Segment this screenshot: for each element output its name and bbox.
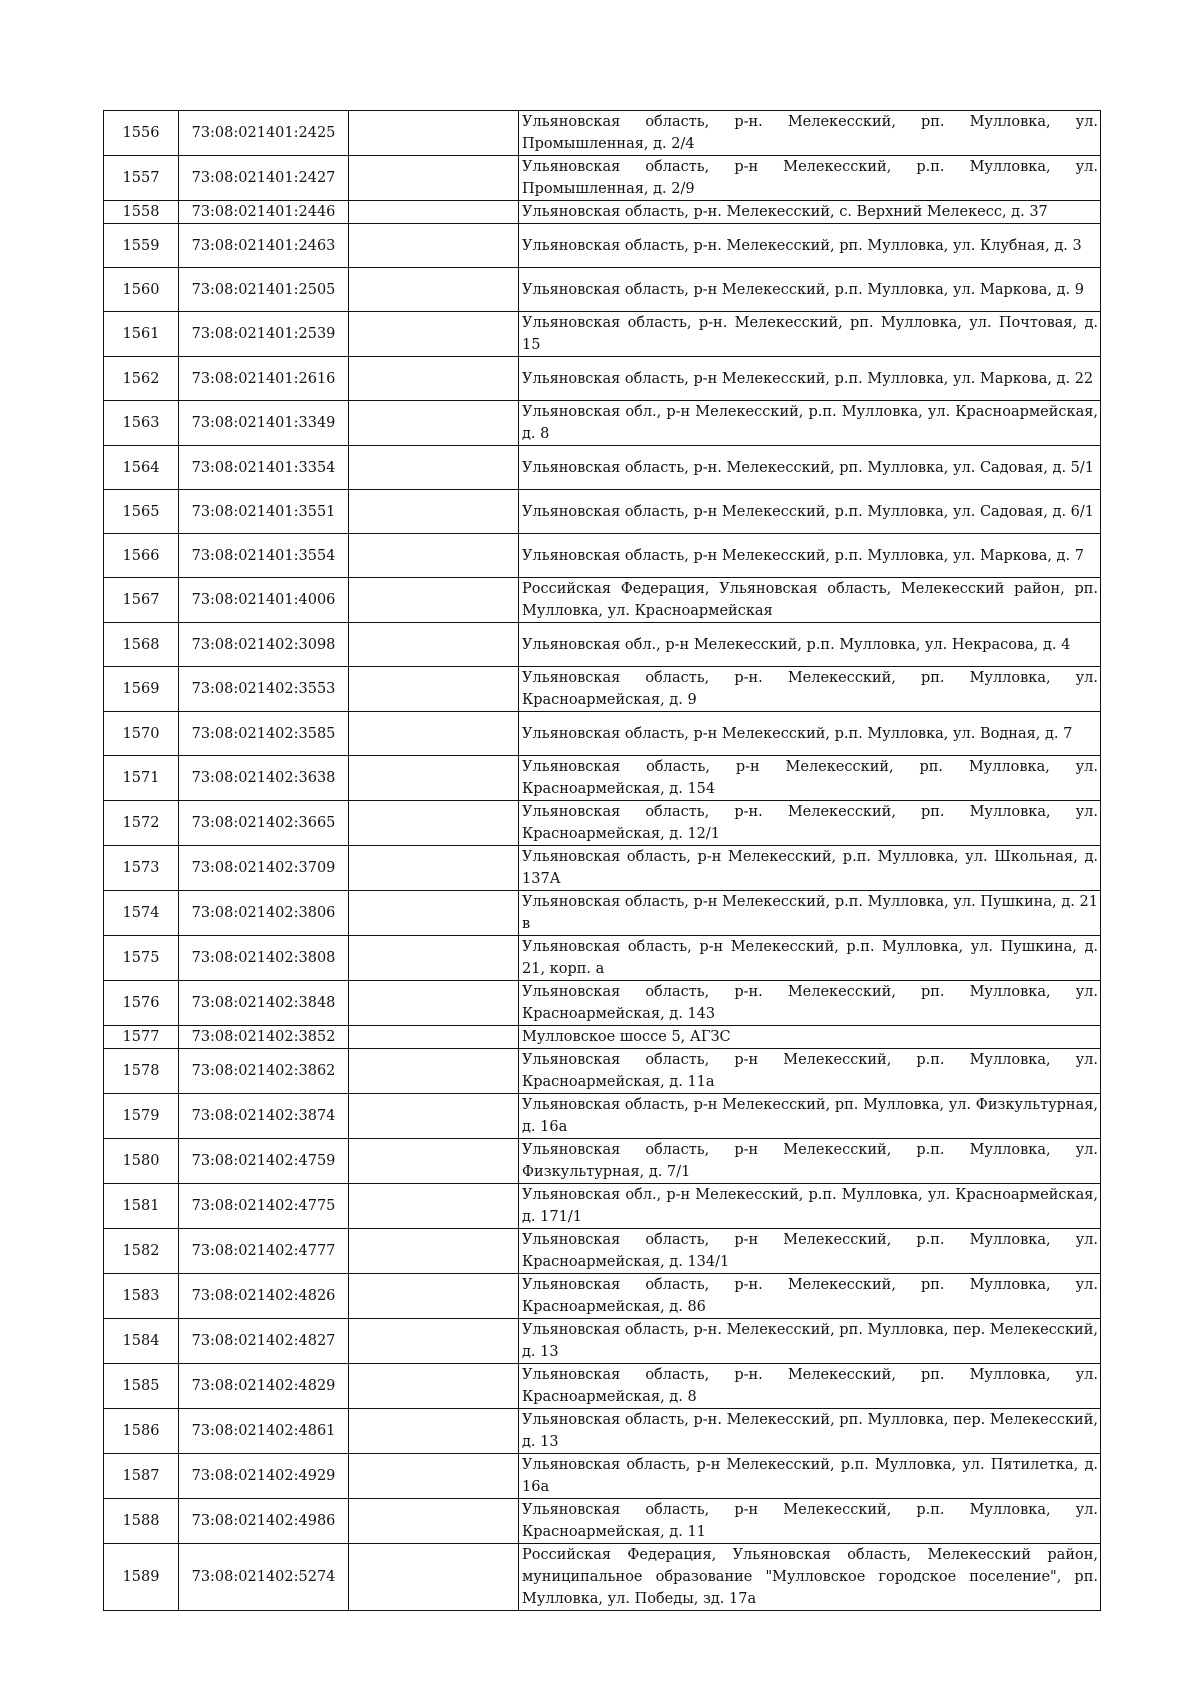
address-cell: Ульяновская область, р-н. Мелекесский, с. Верхний Мелекесс, д. 37 bbox=[519, 201, 1101, 224]
empty-cell bbox=[349, 1499, 519, 1544]
row-number-cell: 1585 bbox=[104, 1364, 179, 1409]
table-row bbox=[104, 224, 1101, 268]
empty-cell bbox=[349, 401, 519, 446]
row-number-cell: 1576 bbox=[104, 981, 179, 1026]
empty-cell bbox=[349, 846, 519, 891]
cadastral-number-cell: 73:08:021402:4775 bbox=[179, 1184, 349, 1229]
table-row bbox=[104, 846, 1101, 891]
row-number-cell: 1567 bbox=[104, 578, 179, 623]
cadastral-number-cell: 73:08:021402:4827 bbox=[179, 1319, 349, 1364]
address-cell: Ульяновская область, р-н. Мелекесский, рп. Мулловка, ул. Красноармейская, д. 12/1 bbox=[519, 801, 1101, 846]
row-number-cell: 1587 bbox=[104, 1454, 179, 1499]
row-number-cell: 1561 bbox=[104, 312, 179, 357]
table-row bbox=[104, 936, 1101, 981]
address-cell: Ульяновская область, р-н Мелекесский, р.п. Мулловка, ул. Промышленная, д. 2/9 bbox=[519, 156, 1101, 201]
address-cell: Ульяновская область, р-н Мелекесский, р.п. Мулловка, ул. Красноармейская, д. 134/1 bbox=[519, 1229, 1101, 1274]
empty-cell bbox=[349, 1454, 519, 1499]
cadastral-number-cell: 73:08:021402:3665 bbox=[179, 801, 349, 846]
address-cell: Ульяновская область, р-н Мелекесский, рп. Мулловка, ул. Физкультурная, д. 16а bbox=[519, 1094, 1101, 1139]
empty-cell bbox=[349, 891, 519, 936]
table-row bbox=[104, 268, 1101, 312]
address-cell: Ульяновская область, р-н Мелекесский, р.п. Мулловка, ул. Садовая, д. 6/1 bbox=[519, 490, 1101, 534]
cadastral-number-cell: 73:08:021402:3806 bbox=[179, 891, 349, 936]
address-cell: Ульяновская область, р-н. Мелекесский, рп. Мулловка, ул. Красноармейская, д. 143 bbox=[519, 981, 1101, 1026]
cadastral-number-cell: 73:08:021401:2427 bbox=[179, 156, 349, 201]
row-number-cell: 1558 bbox=[104, 201, 179, 224]
empty-cell bbox=[349, 667, 519, 712]
cadastral-number-cell: 73:08:021402:3862 bbox=[179, 1049, 349, 1094]
address-cell: Ульяновская область, р-н. Мелекесский, рп. Мулловка, ул. Почтовая, д. 15 bbox=[519, 312, 1101, 357]
address-cell: Ульяновская обл., р-н Мелекесский, р.п. Мулловка, ул. Некрасова, д. 4 bbox=[519, 623, 1101, 667]
empty-cell bbox=[349, 1319, 519, 1364]
empty-cell bbox=[349, 1274, 519, 1319]
empty-cell bbox=[349, 578, 519, 623]
cadastral-number-cell: 73:08:021402:3585 bbox=[179, 712, 349, 756]
row-number-cell: 1580 bbox=[104, 1139, 179, 1184]
table-row bbox=[104, 578, 1101, 623]
address-cell: Ульяновская область, р-н Мелекесский, р.п. Мулловка, ул. Водная, д. 7 bbox=[519, 712, 1101, 756]
empty-cell bbox=[349, 756, 519, 801]
address-cell: Ульяновская область, р-н Мелекесский, р.п. Мулловка, ул. Красноармейская, д. 11 bbox=[519, 1499, 1101, 1544]
cadastral-number-cell: 73:08:021402:5274 bbox=[179, 1544, 349, 1611]
cadastral-number-cell: 73:08:021402:4829 bbox=[179, 1364, 349, 1409]
empty-cell bbox=[349, 268, 519, 312]
empty-cell bbox=[349, 446, 519, 490]
table-row bbox=[104, 1184, 1101, 1229]
table-row bbox=[104, 534, 1101, 578]
row-number-cell: 1566 bbox=[104, 534, 179, 578]
row-number-cell: 1573 bbox=[104, 846, 179, 891]
address-cell: Ульяновская область, р-н Мелекесский, р.п. Мулловка, ул. Пятилетка, д. 16а bbox=[519, 1454, 1101, 1499]
empty-cell bbox=[349, 1094, 519, 1139]
row-number-cell: 1565 bbox=[104, 490, 179, 534]
address-cell: Ульяновская область, р-н. Мелекесский, рп. Мулловка, ул. Красноармейская, д. 9 bbox=[519, 667, 1101, 712]
cadastral-number-cell: 73:08:021401:2425 bbox=[179, 111, 349, 156]
table-row bbox=[104, 111, 1101, 156]
cadastral-number-cell: 73:08:021401:2616 bbox=[179, 357, 349, 401]
table-row bbox=[104, 1544, 1101, 1611]
row-number-cell: 1571 bbox=[104, 756, 179, 801]
address-cell: Ульяновская обл., р-н Мелекесский, р.п. Мулловка, ул. Красноармейская, д. 8 bbox=[519, 401, 1101, 446]
cadastral-number-cell: 73:08:021401:3551 bbox=[179, 490, 349, 534]
address-cell: Ульяновская область, р-н Мелекесский, р.п. Мулловка, ул. Маркова, д. 9 bbox=[519, 268, 1101, 312]
empty-cell bbox=[349, 1184, 519, 1229]
table-row bbox=[104, 801, 1101, 846]
address-cell: Ульяновская область, р-н. Мелекесский, рп. Мулловка, пер. Мелекесский, д. 13 bbox=[519, 1319, 1101, 1364]
table-row bbox=[104, 1274, 1101, 1319]
table-row bbox=[104, 1364, 1101, 1409]
row-number-cell: 1559 bbox=[104, 224, 179, 268]
table-row bbox=[104, 623, 1101, 667]
row-number-cell: 1569 bbox=[104, 667, 179, 712]
cadastral-number-cell: 73:08:021402:4826 bbox=[179, 1274, 349, 1319]
cadastral-number-cell: 73:08:021402:3808 bbox=[179, 936, 349, 981]
address-cell: Ульяновская область, р-н. Мелекесский, рп. Мулловка, пер. Мелекесский, д. 13 bbox=[519, 1409, 1101, 1454]
empty-cell bbox=[349, 201, 519, 224]
cadastral-number-cell: 73:08:021402:3852 bbox=[179, 1026, 349, 1049]
empty-cell bbox=[349, 224, 519, 268]
row-number-cell: 1560 bbox=[104, 268, 179, 312]
empty-cell bbox=[349, 312, 519, 357]
table-row bbox=[104, 712, 1101, 756]
empty-cell bbox=[349, 156, 519, 201]
address-cell: Ульяновская область, р-н Мелекесский, р.п. Мулловка, ул. Школьная, д. 137А bbox=[519, 846, 1101, 891]
table-row bbox=[104, 1454, 1101, 1499]
cadastral-number-cell: 73:08:021402:4986 bbox=[179, 1499, 349, 1544]
row-number-cell: 1562 bbox=[104, 357, 179, 401]
address-cell: Ульяновская область, р-н Мелекесский, р.п. Мулловка, ул. Красноармейская, д. 11а bbox=[519, 1049, 1101, 1094]
cadastral-number-cell: 73:08:021402:3848 bbox=[179, 981, 349, 1026]
address-cell: Ульяновская область, р-н Мелекесский, р.п. Мулловка, ул. Пушкина, д. 21 в bbox=[519, 891, 1101, 936]
row-number-cell: 1589 bbox=[104, 1544, 179, 1611]
address-cell: Ульяновская обл., р-н Мелекесский, р.п. Мулловка, ул. Красноармейская, д. 171/1 bbox=[519, 1184, 1101, 1229]
empty-cell bbox=[349, 712, 519, 756]
address-cell: Российская Федерация, Ульяновская область, Мелекесский район, рп. Мулловка, ул. Красноармейская bbox=[519, 578, 1101, 623]
address-cell: Ульяновская область, р-н. Мелекесский, рп. Мулловка, ул. Красноармейская, д. 8 bbox=[519, 1364, 1101, 1409]
row-number-cell: 1574 bbox=[104, 891, 179, 936]
table-row bbox=[104, 1139, 1101, 1184]
row-number-cell: 1582 bbox=[104, 1229, 179, 1274]
row-number-cell: 1579 bbox=[104, 1094, 179, 1139]
address-cell: Ульяновская область, р-н. Мелекесский, рп. Мулловка, ул. Клубная, д. 3 bbox=[519, 224, 1101, 268]
row-number-cell: 1572 bbox=[104, 801, 179, 846]
empty-cell bbox=[349, 801, 519, 846]
table-row bbox=[104, 312, 1101, 357]
empty-cell bbox=[349, 534, 519, 578]
cadastral-number-cell: 73:08:021402:4929 bbox=[179, 1454, 349, 1499]
table-row bbox=[104, 446, 1101, 490]
cadastral-number-cell: 73:08:021402:3709 bbox=[179, 846, 349, 891]
cadastral-number-cell: 73:08:021401:2463 bbox=[179, 224, 349, 268]
cadastral-number-cell: 73:08:021402:4759 bbox=[179, 1139, 349, 1184]
address-cell: Ульяновская область, р-н. Мелекесский, рп. Мулловка, ул. Садовая, д. 5/1 bbox=[519, 446, 1101, 490]
empty-cell bbox=[349, 1026, 519, 1049]
cadastral-number-cell: 73:08:021401:2505 bbox=[179, 268, 349, 312]
cadastral-number-cell: 73:08:021402:4777 bbox=[179, 1229, 349, 1274]
row-number-cell: 1563 bbox=[104, 401, 179, 446]
row-number-cell: 1584 bbox=[104, 1319, 179, 1364]
table-row bbox=[104, 1229, 1101, 1274]
cadastral-number-cell: 73:08:021401:3349 bbox=[179, 401, 349, 446]
table-row bbox=[104, 1094, 1101, 1139]
cadastral-number-cell: 73:08:021402:3098 bbox=[179, 623, 349, 667]
cadastral-number-cell: 73:08:021402:3553 bbox=[179, 667, 349, 712]
empty-cell bbox=[349, 936, 519, 981]
address-cell: Ульяновская область, р-н. Мелекесский, рп. Мулловка, ул. Красноармейская, д. 86 bbox=[519, 1274, 1101, 1319]
empty-cell bbox=[349, 623, 519, 667]
address-cell: Ульяновская область, р-н. Мелекесский, рп. Мулловка, ул. Промышленная, д. 2/4 bbox=[519, 111, 1101, 156]
address-cell: Ульяновская область, р-н Мелекесский, рп. Мулловка, ул. Красноармейская, д. 154 bbox=[519, 756, 1101, 801]
address-cell: Ульяновская область, р-н Мелекесский, р.п. Мулловка, ул. Физкультурная, д. 7/1 bbox=[519, 1139, 1101, 1184]
table-row bbox=[104, 201, 1101, 224]
empty-cell bbox=[349, 981, 519, 1026]
cadastral-number-cell: 73:08:021402:4861 bbox=[179, 1409, 349, 1454]
empty-cell bbox=[349, 1229, 519, 1274]
table-row bbox=[104, 1026, 1101, 1049]
row-number-cell: 1586 bbox=[104, 1409, 179, 1454]
cadastral-number-cell: 73:08:021401:3554 bbox=[179, 534, 349, 578]
table-row bbox=[104, 667, 1101, 712]
table-row bbox=[104, 756, 1101, 801]
row-number-cell: 1577 bbox=[104, 1026, 179, 1049]
row-number-cell: 1583 bbox=[104, 1274, 179, 1319]
table-row bbox=[104, 357, 1101, 401]
row-number-cell: 1556 bbox=[104, 111, 179, 156]
row-number-cell: 1570 bbox=[104, 712, 179, 756]
empty-cell bbox=[349, 490, 519, 534]
table-row bbox=[104, 156, 1101, 201]
cadastral-number-cell: 73:08:021401:2446 bbox=[179, 201, 349, 224]
empty-cell bbox=[349, 1544, 519, 1611]
table-body bbox=[104, 111, 1101, 1611]
empty-cell bbox=[349, 1364, 519, 1409]
row-number-cell: 1557 bbox=[104, 156, 179, 201]
cadastral-number-cell: 73:08:021401:3354 bbox=[179, 446, 349, 490]
row-number-cell: 1581 bbox=[104, 1184, 179, 1229]
empty-cell bbox=[349, 111, 519, 156]
cadastral-number-cell: 73:08:021402:3874 bbox=[179, 1094, 349, 1139]
table-row bbox=[104, 1409, 1101, 1454]
row-number-cell: 1568 bbox=[104, 623, 179, 667]
table-row bbox=[104, 981, 1101, 1026]
table-row bbox=[104, 1049, 1101, 1094]
table-row bbox=[104, 1319, 1101, 1364]
address-cell: Ульяновская область, р-н Мелекесский, р.п. Мулловка, ул. Маркова, д. 22 bbox=[519, 357, 1101, 401]
table-row bbox=[104, 490, 1101, 534]
cadastral-number-cell: 73:08:021401:2539 bbox=[179, 312, 349, 357]
registry-table bbox=[103, 110, 1101, 1611]
cadastral-number-cell: 73:08:021401:4006 bbox=[179, 578, 349, 623]
empty-cell bbox=[349, 357, 519, 401]
empty-cell bbox=[349, 1049, 519, 1094]
address-cell: Ульяновская область, р-н Мелекесский, р.п. Мулловка, ул. Маркова, д. 7 bbox=[519, 534, 1101, 578]
address-cell: Ульяновская область, р-н Мелекесский, р.п. Мулловка, ул. Пушкина, д. 21, корп. а bbox=[519, 936, 1101, 981]
row-number-cell: 1578 bbox=[104, 1049, 179, 1094]
empty-cell bbox=[349, 1409, 519, 1454]
address-cell: Российская Федерация, Ульяновская область, Мелекесский район, муниципальное образование "Мулловское городское поселение", рп. Мулловка, ул. Победы, зд. 17а bbox=[519, 1544, 1101, 1611]
cadastral-number-cell: 73:08:021402:3638 bbox=[179, 756, 349, 801]
table-row bbox=[104, 1499, 1101, 1544]
row-number-cell: 1588 bbox=[104, 1499, 179, 1544]
row-number-cell: 1564 bbox=[104, 446, 179, 490]
address-cell: Мулловское шоссе 5, АГЗС bbox=[519, 1026, 1101, 1049]
table-row bbox=[104, 401, 1101, 446]
empty-cell bbox=[349, 1139, 519, 1184]
row-number-cell: 1575 bbox=[104, 936, 179, 981]
table-row bbox=[104, 891, 1101, 936]
